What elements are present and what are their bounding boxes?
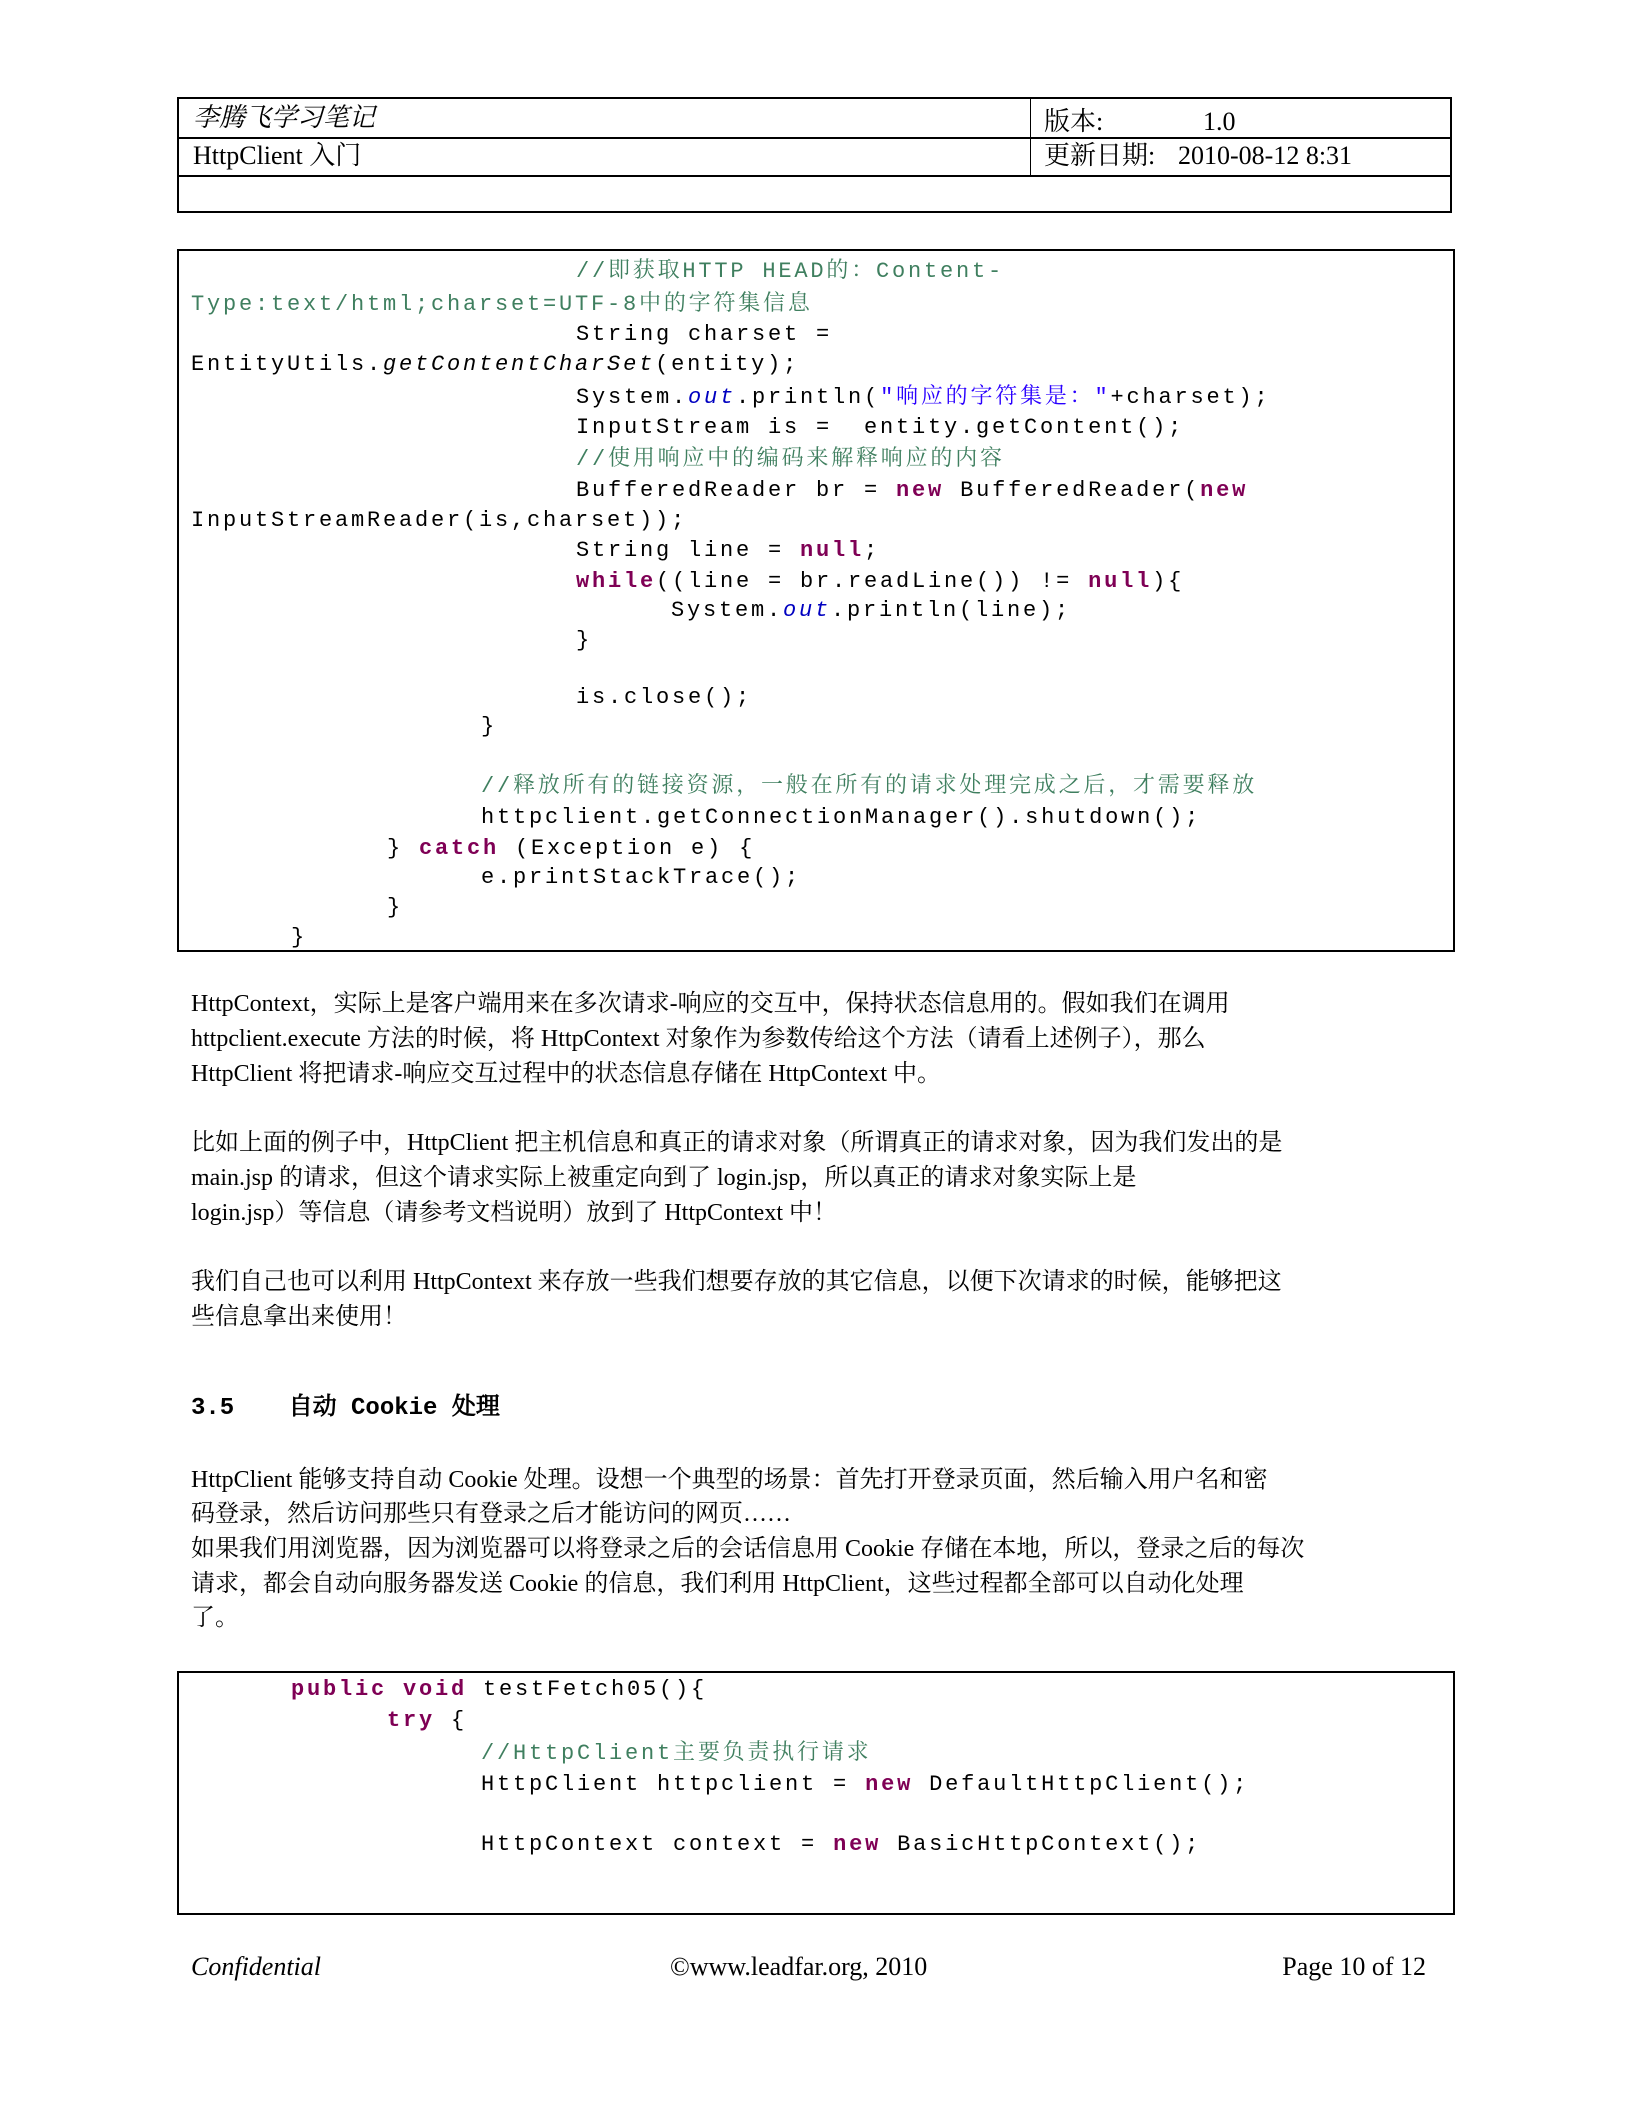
code-token: httpclient.getConnectionManager().shutdown(); <box>481 805 1202 830</box>
paragraph-line: 我们自己也可以利用 HttpContext 来存放一些我们想要存放的其它信息，以便下次请求的时候，能够把这 <box>191 1269 1282 1295</box>
code-line <box>576 445 1005 475</box>
code-line <box>481 863 801 893</box>
document-header-table <box>177 97 1452 213</box>
paragraph-line: 了。 <box>191 1605 239 1631</box>
code-token: { <box>435 1708 468 1733</box>
code-comment: //即获取HTTP HEAD的：Content- <box>576 259 1005 284</box>
code-line <box>191 506 687 536</box>
code-line <box>576 383 1271 413</box>
updated-label: 更新日期: <box>1044 141 1156 170</box>
code-line <box>576 567 1184 597</box>
code-token: String charset = <box>576 322 833 347</box>
code-line <box>576 257 1004 287</box>
code-line <box>576 626 592 656</box>
footer-page-number: Page 10 of 12 <box>1282 1952 1426 1981</box>
paragraph-line: 些信息拿出来使用！ <box>191 1304 407 1330</box>
code-keyword: new <box>833 1832 882 1857</box>
code-keyword: new <box>865 1772 914 1797</box>
paragraph-line: login.jsp）等信息（请参考文档说明）放到了 HttpContext 中！ <box>191 1200 838 1226</box>
document-subject: HttpClient 入门 <box>193 141 362 170</box>
code-line <box>481 772 1257 802</box>
paragraph-line: 如果我们用浏览器，因为浏览器可以将登录之后的会话信息用 Cookie 存储在本地，所以，登录之后的每次 <box>191 1536 1305 1562</box>
code-token: } <box>576 628 593 653</box>
code-token: testFetch05(){ <box>467 1677 708 1702</box>
code-keyword: try <box>387 1708 436 1733</box>
code-block-2 <box>177 1671 1455 1915</box>
code-line <box>387 834 755 864</box>
code-keyword: public void <box>291 1677 468 1702</box>
code-line <box>291 1675 707 1705</box>
code-token: } <box>387 895 404 920</box>
paragraph-line: httpclient.execute 方法的时候，将 HttpContext 对象作为参数传给这个方法（请看上述例子），那么 <box>191 1026 1206 1052</box>
code-line <box>481 1830 1201 1860</box>
code-token: EntityUtils. <box>191 352 384 377</box>
code-line <box>576 683 752 713</box>
paragraph-line: HttpClient 能够支持自动 Cookie 处理。设想一个典型的场景：首先打开登录页面，然后输入用户名和密 <box>191 1467 1268 1493</box>
version-label: 版本: <box>1044 107 1104 136</box>
code-token: DefaultHttpClient(); <box>913 1772 1250 1797</box>
code-line <box>481 1739 871 1769</box>
code-string: "响应的字符集是：" <box>880 385 1111 410</box>
paragraph-line: 请求，都会自动向服务器发送 Cookie 的信息，我们利用 HttpClient，这些过程都全部可以自动化处理 <box>191 1571 1244 1597</box>
code-keyword: null <box>800 538 865 563</box>
code-token: System. <box>671 598 784 623</box>
notebook-title: 李腾飞学习笔记 <box>193 103 376 132</box>
code-token: +charset); <box>1110 385 1271 410</box>
code-line <box>191 290 813 320</box>
code-line <box>481 803 1201 833</box>
code-token: BasicHttpContext(); <box>881 1832 1202 1857</box>
code-line <box>387 893 403 923</box>
code-keyword: new <box>896 478 945 503</box>
section-heading <box>191 1386 500 1422</box>
code-keyword: catch <box>419 836 500 861</box>
code-token: HttpClient httpclient = <box>481 1772 866 1797</box>
code-line <box>576 476 1248 506</box>
code-line <box>671 596 1071 626</box>
paragraph-line: main.jsp 的请求，但这个请求实际上被重定向到了 login.jsp，所以真正的请求对象实际上是 <box>191 1165 1137 1191</box>
code-line <box>387 1706 467 1736</box>
code-comment: //释放所有的链接资源，一般在所有的请求处理完成之后，才需要释放 <box>481 774 1258 799</box>
code-token: BufferedReader( <box>944 478 1201 503</box>
code-line <box>576 536 880 566</box>
header-row-1 <box>179 99 1450 139</box>
code-token: (entity); <box>655 352 800 377</box>
code-line <box>291 923 307 953</box>
code-token: InputStreamReader(is,charset)); <box>191 508 688 533</box>
header-row-2 <box>179 137 1450 177</box>
footer-confidential: Confidential <box>191 1952 321 1981</box>
code-token: e.printStackTrace(); <box>481 865 802 890</box>
header-column-divider <box>1030 99 1031 175</box>
code-token: } <box>387 836 420 861</box>
code-line <box>191 350 799 380</box>
code-token: ; <box>864 538 881 563</box>
code-token: ){ <box>1152 569 1185 594</box>
code-token: getContentCharSet <box>383 352 656 377</box>
paragraph-line: HttpClient 将把请求-响应交互过程中的状态信息存储在 HttpContext 中。 <box>191 1061 941 1087</box>
paragraph-line: 码登录，然后访问那些只有登录之后才能访问的网页…… <box>191 1501 791 1527</box>
code-line <box>576 320 832 350</box>
version-value: 1.0 <box>1203 107 1236 136</box>
paragraph-line: HttpContext，实际上是客户端用来在多次请求-响应的交互中，保持状态信息用的。假如我们在调用 <box>191 991 1230 1017</box>
code-token: BufferedReader br = <box>576 478 897 503</box>
code-token: .println( <box>736 385 881 410</box>
code-block-1 <box>177 249 1455 952</box>
section-number: 3.5 <box>191 1395 235 1422</box>
code-comment: //HttpClient主要负责执行请求 <box>481 1741 872 1766</box>
code-token: ((line = br.readLine()) != <box>656 569 1089 594</box>
code-line <box>481 1770 1249 1800</box>
code-token: System. <box>576 385 689 410</box>
code-token: out <box>783 598 832 623</box>
updated-date: 2010-08-12 8:31 <box>1178 141 1353 170</box>
code-token: out <box>688 385 737 410</box>
code-comment: Type:text/html;charset=UTF-8中的字符集信息 <box>191 292 813 317</box>
code-token: HttpContext context = <box>481 1832 834 1857</box>
code-keyword: null <box>1088 569 1153 594</box>
code-comment: //使用响应中的编码来解释响应的内容 <box>576 447 1005 472</box>
code-keyword: new <box>1200 478 1249 503</box>
code-token: is.close(); <box>576 685 753 710</box>
code-token: InputStream is = entity.getContent(); <box>576 415 1185 440</box>
footer-copyright: ©www.leadfar.org, 2010 <box>670 1952 928 1981</box>
code-line <box>481 712 497 742</box>
code-token: String line = <box>576 538 801 563</box>
code-token: } <box>481 714 498 739</box>
code-token: } <box>291 925 308 950</box>
code-token: (Exception e) { <box>499 836 756 861</box>
paragraph-line: 比如上面的例子中，HttpClient 把主机信息和真正的请求对象（所谓真正的请求对象，因为我们发出的是 <box>191 1130 1283 1156</box>
code-keyword: while <box>576 569 657 594</box>
section-title: 自动 Cookie 处理 <box>288 1395 500 1422</box>
code-token: .println(line); <box>831 598 1072 623</box>
code-line <box>576 413 1184 443</box>
